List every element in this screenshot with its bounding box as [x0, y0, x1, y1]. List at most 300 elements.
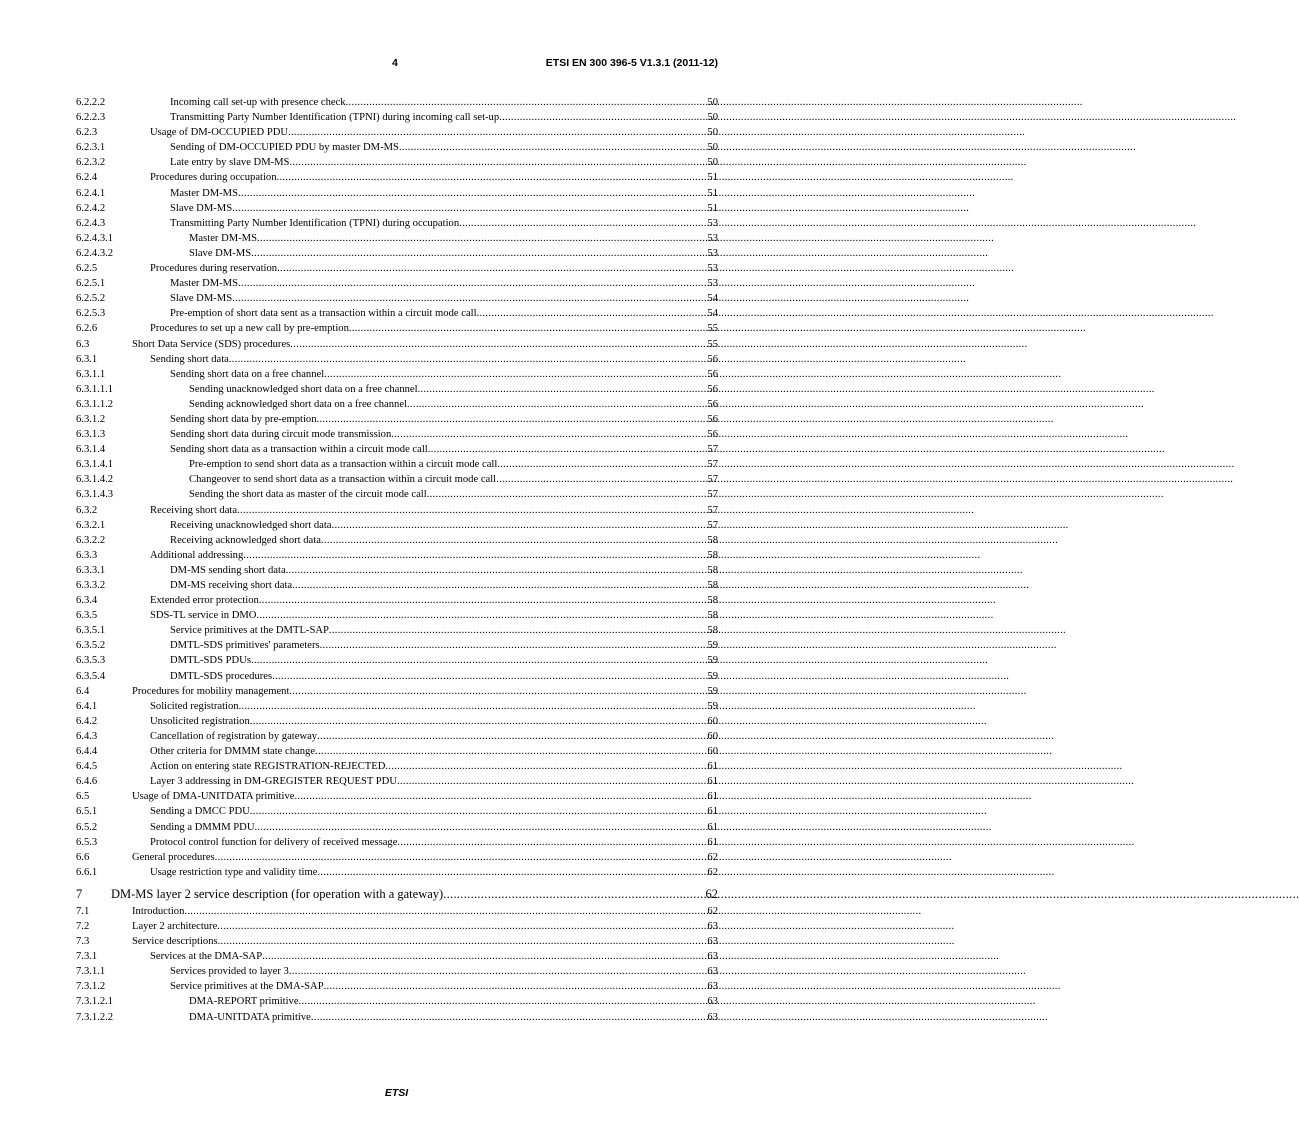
toc-entry-title: DM-MS sending short data [170, 564, 286, 576]
dot-leader [217, 919, 707, 934]
toc-entry[interactable] [76, 170, 718, 185]
dot-leader [254, 820, 707, 835]
toc-entry[interactable] [76, 850, 718, 865]
toc-entry[interactable] [76, 397, 718, 412]
toc-entry[interactable] [76, 306, 718, 321]
toc-entry[interactable] [76, 155, 718, 170]
toc-entry[interactable] [76, 246, 718, 261]
toc-entry-number: 6.4.6 [76, 776, 98, 788]
toc-entry-title: Sending short data [150, 353, 229, 365]
toc-entry-page: 61 [707, 806, 718, 818]
dot-leader [332, 518, 708, 533]
dot-leader [321, 533, 707, 548]
toc-entry-number: 7.3.1.2.1 [76, 996, 114, 1008]
toc-entry[interactable] [76, 337, 718, 352]
toc-entry-number: 6.5.1 [76, 806, 98, 818]
page-footer: ETSI [384, 1087, 409, 1099]
page-number: 4 [392, 57, 398, 69]
toc-entry-number: 6.3.1 [76, 353, 98, 365]
toc-entry-page: 51 [707, 172, 718, 184]
toc-entry-title: Protocol control function for delivery of received message [150, 836, 398, 848]
toc-entry-title: Services at the DMA-SAP [150, 951, 263, 963]
toc-entry-page: 53 [707, 217, 718, 229]
toc-entry-page: 58 [707, 564, 718, 576]
dot-leader [237, 503, 707, 518]
toc-entry-number: 6.2.4.1 [76, 187, 106, 199]
toc-entry-title: Incoming call set-up with presence check [170, 97, 346, 108]
toc-entry-number: 6.4.5 [76, 761, 98, 773]
dot-leader [229, 352, 708, 367]
toc-entry-title: DM-MS layer 2 service description (for operation with a gateway) [111, 886, 444, 901]
dot-leader [288, 125, 707, 140]
toc-entry-number: 6.3.1.2 [76, 413, 106, 425]
toc-entry-number: 6.3 [76, 338, 90, 350]
toc-entry-title: Procedures during reservation [150, 263, 278, 275]
toc-entry-title: Service primitives at the DMTL-SAP [170, 625, 329, 637]
toc-entry[interactable] [76, 321, 718, 336]
toc-entry[interactable] [76, 518, 718, 533]
toc-entry-title: Layer 3 addressing in DM-GREGISTER REQUEST PDU [150, 776, 397, 788]
toc-entry-title: Master DM-MS [170, 278, 238, 290]
dot-leader [251, 246, 707, 261]
toc-entry[interactable] [76, 994, 718, 1009]
toc-entry-number: 6.3.1.4 [76, 444, 106, 456]
toc-entry-number: 6.3.3.1 [76, 564, 106, 576]
toc-entry-page: 58 [707, 610, 718, 622]
toc-entry-page: 56 [707, 368, 718, 380]
toc-entry-number: 6.3.1.1.1 [76, 383, 114, 395]
toc-entry-title: Sending short data by pre-emption [170, 413, 317, 425]
toc-entry[interactable] [76, 352, 718, 367]
toc-entry[interactable] [76, 934, 718, 949]
toc-entry[interactable] [76, 884, 718, 904]
toc-entry-number: 6.5 [76, 791, 90, 803]
toc-entry-page: 59 [707, 700, 718, 712]
toc-entry-title: Receiving acknowledged short data [170, 534, 321, 546]
toc-entry[interactable] [76, 638, 718, 653]
toc-entry-number: 6.3.1.1 [76, 368, 106, 380]
toc-entry-number: 6.3.5.1 [76, 625, 106, 637]
dot-leader [277, 261, 707, 276]
toc-entry[interactable] [76, 186, 718, 201]
toc-entry-title: Layer 2 architecture [132, 920, 218, 932]
toc-entry-title: Slave DM-MS [170, 202, 233, 214]
toc-entry-number: 6.2.2.3 [76, 112, 106, 124]
dot-leader [277, 170, 708, 185]
dot-leader [399, 140, 707, 155]
toc-entry[interactable] [76, 95, 718, 110]
toc-entry[interactable] [76, 979, 718, 994]
toc-entry-title: Sending a DMMM PDU [150, 821, 255, 833]
toc-entry-page: 60 [707, 746, 718, 758]
toc-entry[interactable] [76, 487, 718, 502]
dot-leader [218, 934, 708, 949]
toc-entry-page: 62 [705, 886, 718, 901]
toc-entry-page: 63 [707, 966, 718, 978]
toc-entry-page: 63 [707, 936, 718, 948]
toc-entry-page: 63 [707, 951, 718, 963]
dot-leader [259, 593, 708, 608]
toc-entry[interactable] [76, 382, 718, 397]
toc-entry[interactable] [76, 442, 718, 457]
toc-entry[interactable] [76, 231, 718, 246]
toc-entry[interactable] [76, 949, 718, 964]
toc-entry-page: 50 [707, 97, 718, 108]
dot-leader [329, 623, 708, 638]
toc-entry-title: Service descriptions [132, 936, 218, 948]
dot-leader [250, 804, 708, 819]
toc-entry-number: 6.2.3.1 [76, 142, 106, 154]
toc-entry-title: Sending short data as a transaction within a circuit mode call [170, 444, 428, 456]
dot-leader [215, 850, 708, 865]
toc-entry[interactable] [76, 964, 718, 979]
toc-entry-page: 50 [707, 112, 718, 124]
toc-entry[interactable] [76, 820, 718, 835]
toc-entry-number: 6.2.5.1 [76, 278, 106, 290]
toc-entry[interactable] [76, 427, 718, 442]
toc-entry-number: 6.4.1 [76, 700, 98, 712]
toc-entry-title: Procedures during occupation [150, 172, 277, 184]
toc-entry[interactable] [76, 608, 718, 623]
toc-entry-page: 58 [707, 580, 718, 591]
toc-entry-number: 7.1 [76, 905, 90, 917]
dot-leader [427, 487, 708, 502]
dot-leader [349, 321, 708, 336]
toc-entry-page: 57 [707, 459, 718, 471]
toc-entry-page: 56 [707, 353, 718, 365]
toc-entry-title: DM-MS receiving short data [170, 580, 293, 591]
toc-entry-number: 6.3.2.2 [76, 534, 106, 546]
dot-leader [257, 231, 707, 246]
toc-entry-number: 6.3.1.4.3 [76, 489, 114, 501]
toc-entry-title: Sending of DM-OCCUPIED PDU by master DM-MS [170, 142, 399, 154]
toc-entry-page: 59 [707, 685, 718, 697]
toc-entry[interactable] [76, 744, 718, 759]
page-header [76, 57, 718, 73]
toc-entry-title: Usage of DMA-UNITDATA primitive [132, 791, 295, 803]
toc-entry[interactable] [76, 110, 718, 125]
toc-entry-title: Usage of DM-OCCUPIED PDU [150, 127, 289, 139]
toc-entry-page: 58 [707, 549, 718, 561]
toc-entry-number: 6.2.3.2 [76, 157, 106, 169]
toc-entry[interactable] [76, 563, 718, 578]
dot-leader [397, 835, 707, 850]
toc-entry-title: Transmitting Party Number Identification (TPNI) during incoming call set-up [170, 112, 500, 124]
toc-entry-page: 59 [707, 655, 718, 667]
dot-leader [262, 949, 707, 964]
toc-entry[interactable] [76, 804, 718, 819]
toc-entry-number: 6.2.3 [76, 127, 98, 139]
toc-entry-page: 61 [707, 836, 718, 848]
toc-entry-title: Changeover to send short data as a transaction within a circuit mode call [189, 474, 497, 486]
toc-entry-page: 56 [707, 429, 718, 441]
toc-entry-page: 50 [707, 142, 718, 154]
toc-entry-number: 6.2.4.3.1 [76, 232, 114, 244]
dot-leader [289, 155, 707, 170]
toc-entry[interactable] [76, 367, 718, 382]
dot-leader [232, 291, 707, 306]
toc-entry[interactable] [76, 684, 718, 699]
toc-entry-title: DMTL-SDS procedures [170, 670, 273, 682]
toc-entry[interactable] [76, 729, 718, 744]
toc-entry-page: 57 [707, 519, 718, 531]
toc-entry[interactable] [76, 412, 718, 427]
toc-entry[interactable] [76, 759, 718, 774]
toc-entry-page: 63 [707, 1011, 718, 1023]
toc-entry-page: 62 [707, 851, 718, 863]
toc-entry-number: 6.2.4.3.2 [76, 247, 114, 259]
toc-entry-page: 59 [707, 640, 718, 652]
toc-entry-number: 6.5.2 [76, 821, 98, 833]
toc-entry-title: Transmitting Party Number Identification (TPNI) during occupation [170, 217, 460, 229]
toc-entry[interactable] [76, 201, 718, 216]
toc-entry[interactable] [76, 1010, 718, 1025]
toc-entry-page: 63 [707, 981, 718, 993]
toc-entry-number: 6.3.2.1 [76, 519, 106, 531]
toc-entry[interactable] [76, 291, 718, 306]
toc-entry-number: 6.4.3 [76, 730, 98, 742]
dot-leader [407, 397, 707, 412]
toc-entry[interactable] [76, 669, 718, 684]
dot-leader [250, 714, 708, 729]
toc-entry-page: 58 [707, 595, 718, 607]
toc-entry-page: 54 [707, 308, 718, 320]
toc-entry-page: 53 [707, 247, 718, 259]
toc-entry-title: Cancellation of registration by gateway [150, 730, 318, 742]
toc-entry-title: Unsolicited registration [150, 715, 250, 727]
dot-leader [324, 979, 708, 994]
toc-entry-title: Procedures for mobility management [132, 685, 290, 697]
toc-entry-number: 6.3.1.4.1 [76, 459, 114, 471]
toc-entry[interactable] [76, 835, 718, 850]
toc-entry-page: 60 [707, 715, 718, 727]
toc-entry-page: 61 [707, 791, 718, 803]
toc-entry[interactable] [76, 457, 718, 472]
toc-entry-title: DMA-UNITDATA primitive [189, 1011, 311, 1023]
toc-entry-number: 7 [76, 886, 83, 901]
toc-entry[interactable] [76, 789, 718, 804]
toc-entry-number: 6.4.2 [76, 715, 98, 727]
dot-leader [317, 412, 708, 427]
toc-entry[interactable] [76, 623, 718, 638]
toc-entry[interactable] [76, 216, 718, 231]
toc-entry-number: 6.6.1 [76, 866, 98, 878]
toc-entry-title: Sending a DMCC PDU [150, 806, 250, 818]
toc-entry-page: 53 [707, 278, 718, 290]
toc-entry[interactable] [76, 699, 718, 714]
toc-entry-title: Short Data Service (SDS) procedures [132, 338, 291, 350]
toc-entry-number: 6.3.1.3 [76, 429, 106, 441]
toc-entry-title: Slave DM-MS [170, 293, 233, 305]
dot-leader [294, 789, 707, 804]
toc-entry-page: 55 [707, 323, 718, 335]
dot-leader [443, 884, 705, 904]
toc-entry-number: 6.3.1.1.2 [76, 398, 114, 410]
toc-entry[interactable] [76, 533, 718, 548]
toc-entry-title: Solicited registration [150, 700, 239, 712]
toc-entry-number: 6.3.5.3 [76, 655, 106, 667]
toc-entry-title: Slave DM-MS [189, 247, 252, 259]
dot-leader [324, 367, 707, 382]
toc-entry-title: DMTL-SDS PDUs [170, 655, 251, 667]
toc-entry-title: Additional addressing [150, 549, 244, 561]
dot-leader [477, 306, 708, 321]
toc-entry[interactable] [76, 865, 718, 880]
toc-entry-title: Introduction [132, 905, 185, 917]
toc-entry-page: 55 [707, 338, 718, 350]
toc-entry-page: 62 [707, 905, 718, 917]
toc-entry-number: 6.3.1.4.2 [76, 474, 114, 486]
toc-entry-number: 6.3.4 [76, 595, 98, 607]
toc-entry-number: 6.3.3 [76, 549, 98, 561]
dot-leader [346, 95, 708, 110]
toc-entry-title: Sending short data during circuit mode transmission [170, 429, 392, 441]
toc-entry-page: 51 [707, 202, 718, 214]
dot-leader [317, 865, 707, 880]
dot-leader [292, 578, 707, 593]
toc-entry-page: 54 [707, 293, 718, 305]
toc-entry-page: 63 [707, 996, 718, 1008]
toc-entry-title: SDS-TL service in DMO [150, 610, 257, 622]
toc-entry-number: 6.2.4.2 [76, 202, 106, 214]
table-of-contents [76, 95, 718, 1025]
dot-leader [311, 1010, 708, 1025]
toc-entry-page: 50 [707, 157, 718, 169]
toc-entry[interactable] [76, 774, 718, 789]
toc-entry-page: 60 [707, 730, 718, 742]
toc-entry-title: DMA-REPORT primitive [189, 996, 299, 1008]
toc-entry-page: 56 [707, 398, 718, 410]
dot-leader [238, 276, 707, 291]
toc-entry-page: 62 [707, 866, 718, 878]
toc-entry-number: 6.4.4 [76, 746, 98, 758]
toc-entry-page: 53 [707, 232, 718, 244]
dot-leader [256, 608, 707, 623]
toc-entry-page: 61 [707, 821, 718, 833]
toc-entry-number: 7.3.1 [76, 951, 98, 963]
dot-leader [317, 729, 707, 744]
toc-entry-title: Usage restriction type and validity time [150, 866, 318, 878]
toc-entry-page: 57 [707, 474, 718, 486]
toc-entry[interactable] [76, 904, 718, 919]
toc-entry-number: 7.3.1.1 [76, 966, 106, 978]
dot-leader [289, 964, 708, 979]
toc-entry-page: 50 [707, 127, 718, 139]
toc-entry-title: Services provided to layer 3 [170, 966, 289, 978]
toc-entry-number: 6.2.4 [76, 172, 98, 184]
toc-entry-title: Procedures to set up a new call by pre-emption [150, 323, 349, 335]
toc-entry-number: 6.3.2 [76, 504, 98, 516]
toc-entry[interactable] [76, 548, 718, 563]
dot-leader [428, 442, 708, 457]
toc-entry-page: 56 [707, 413, 718, 425]
toc-entry-title: Pre-emption of short data sent as a transaction within a circuit mode call [170, 308, 477, 320]
toc-entry-page: 63 [707, 920, 718, 932]
dot-leader [184, 904, 707, 919]
dot-leader [286, 563, 708, 578]
toc-entry-title: General procedures [132, 851, 215, 863]
toc-entry[interactable] [76, 593, 718, 608]
toc-entry-title: Sending acknowledged short data on a free channel [189, 398, 407, 410]
toc-entry-title: Receiving unacknowledged short data [170, 519, 332, 531]
toc-entry[interactable] [76, 503, 718, 518]
toc-entry-page: 61 [707, 776, 718, 788]
toc-entry-title: Receiving short data [150, 504, 238, 516]
toc-entry-title: Late entry by slave DM-MS [170, 157, 290, 169]
toc-entry[interactable] [76, 276, 718, 291]
dot-leader [238, 186, 707, 201]
toc-entry-number: 7.3.1.2 [76, 981, 106, 993]
toc-entry-page: 53 [707, 263, 718, 275]
toc-entry-page: 58 [707, 625, 718, 637]
dot-leader [497, 457, 707, 472]
toc-entry-title: Action on entering state REGISTRATION-REJECTED [150, 761, 386, 773]
toc-entry[interactable] [76, 714, 718, 729]
toc-entry[interactable] [76, 261, 718, 276]
dot-leader [320, 638, 708, 653]
toc-entry-title: Sending the short data as master of the circuit mode call [189, 489, 427, 501]
dot-leader [418, 382, 708, 397]
toc-entry-number: 6.4 [76, 685, 90, 697]
toc-entry-title: Extended error protection [150, 595, 259, 607]
toc-entry-title: Sending unacknowledged short data on a free channel [189, 383, 418, 395]
toc-entry-title: Master DM-MS [170, 187, 238, 199]
dot-leader [397, 774, 707, 789]
dot-leader [243, 548, 707, 563]
toc-entry-number: 6.2.6 [76, 323, 98, 335]
toc-entry-title: Other criteria for DMMM state change [150, 746, 316, 758]
toc-entry-page: 59 [707, 670, 718, 682]
dot-leader [272, 669, 707, 684]
document-reference: ETSI EN 300 396-5 V1.3.1 (2011-12) [545, 57, 718, 69]
dot-leader [496, 472, 707, 487]
dot-leader [385, 759, 707, 774]
toc-entry-number: 6.5.3 [76, 836, 98, 848]
toc-entry-number: 6.3.5.2 [76, 640, 106, 652]
toc-entry-page: 58 [707, 534, 718, 546]
toc-entry-title: Service primitives at the DMA-SAP [170, 981, 324, 993]
toc-entry-title: Sending short data on a free channel [170, 368, 325, 380]
dot-leader [499, 110, 707, 125]
toc-entry[interactable] [76, 578, 718, 593]
dot-leader [299, 994, 708, 1009]
toc-entry-number: 6.2.2.2 [76, 97, 106, 108]
dot-leader [251, 653, 707, 668]
dot-leader [391, 427, 707, 442]
toc-entry-number: 6.2.5.2 [76, 293, 106, 305]
toc-entry-number: 6.3.3.2 [76, 580, 106, 591]
toc-entry-number: 6.6 [76, 851, 90, 863]
dot-leader [315, 744, 707, 759]
toc-entry-page: 56 [707, 383, 718, 395]
toc-entry-title: Pre-emption to send short data as a transaction within a circuit mode call [189, 459, 498, 471]
toc-entry[interactable] [76, 472, 718, 487]
toc-entry[interactable] [76, 140, 718, 155]
toc-entry-number: 6.2.5.3 [76, 308, 106, 320]
toc-entry[interactable] [76, 919, 718, 934]
toc-entry-page: 61 [707, 761, 718, 773]
toc-entry-number: 6.2.4.3 [76, 217, 106, 229]
toc-entry[interactable] [76, 125, 718, 140]
toc-entry-page: 51 [707, 187, 718, 199]
toc-entry-page: 57 [707, 504, 718, 516]
toc-entry-page: 57 [707, 444, 718, 456]
toc-entry-number: 7.3 [76, 936, 90, 948]
toc-entry[interactable] [76, 653, 718, 668]
dot-leader [289, 684, 707, 699]
dot-leader [239, 699, 708, 714]
toc-entry-number: 6.2.5 [76, 263, 98, 275]
